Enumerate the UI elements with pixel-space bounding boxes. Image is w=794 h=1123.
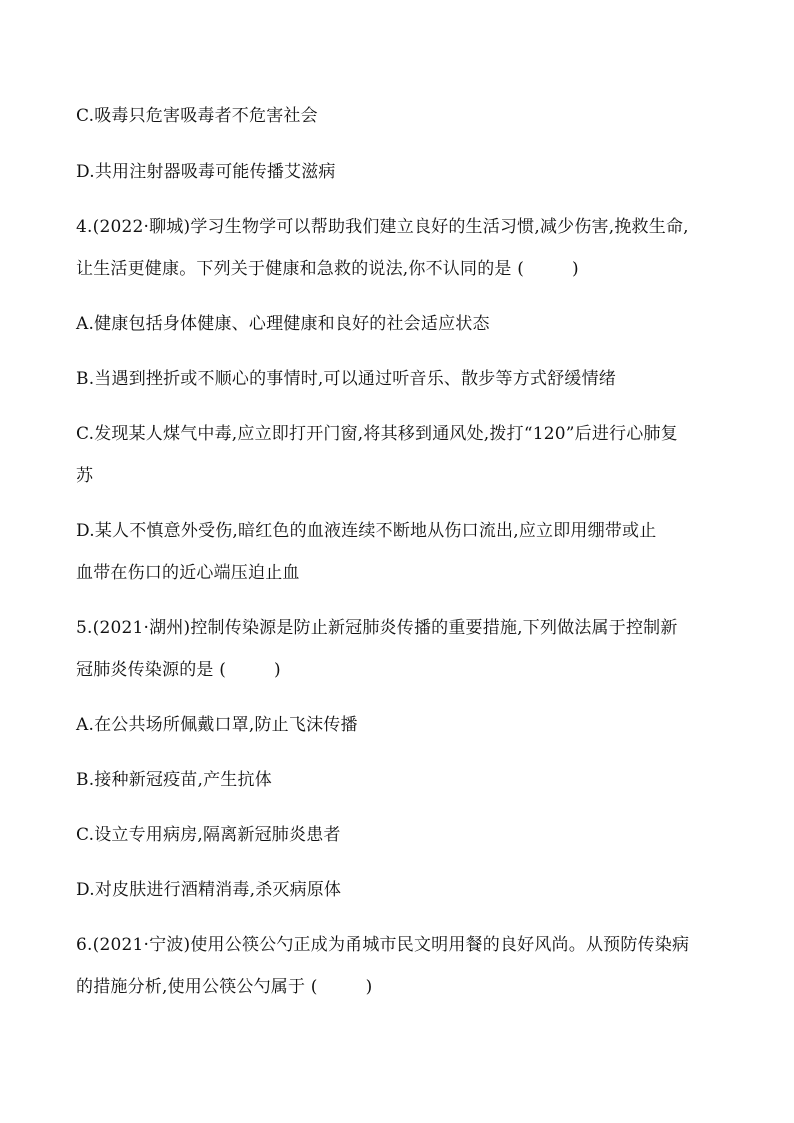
q5-stem-text: 冠肺炎传染源的是 ( xyxy=(76,660,227,680)
q5-option-a: A.在公共场所佩戴口罩,防止飞沫传播 xyxy=(76,715,358,735)
q5-close-paren: ) xyxy=(274,660,281,680)
q4-option-b: B.当遇到挫折或不顺心的事情时,可以通过听音乐、散步等方式舒缓情绪 xyxy=(76,369,616,389)
q5-option-b: B.接种新冠疫苗,产生抗体 xyxy=(76,770,272,790)
q4-option-c-line1: C.发现某人煤气中毒,应立即打开门窗,将其移到通风处,拨打“120”后进行心肺复 xyxy=(76,424,678,444)
q4-stem-text: 让生活更健康。下列关于健康和急救的说法,你不认同的是 ( xyxy=(76,259,525,279)
q6-stem-text: 的措施分析,使用公筷公勺属于 ( xyxy=(76,977,318,997)
q4-option-d-line2: 血带在伤口的近心端压迫止血 xyxy=(76,563,300,583)
q5-stem-line1: 5.(2021·湖州)控制传染源是防止新冠肺炎传播的重要措施,下列做法属于控制新 xyxy=(76,618,678,638)
q4-option-d-line1: D.某人不慎意外受伤,暗红色的血液连续不断地从伤口流出,应立即用绷带或止 xyxy=(76,521,657,541)
q4-stem-line2 xyxy=(76,258,726,280)
q4-stem-line1: 4.(2022·聊城)学习生物学可以帮助我们建立良好的生活习惯,减少伤害,挽救生命, xyxy=(76,217,689,237)
q5-stem-line2 xyxy=(76,659,726,681)
q3-option-d: D.共用注射器吸毒可能传播艾滋病 xyxy=(76,162,336,182)
q3-option-c: C.吸毒只危害吸毒者不危害社会 xyxy=(76,106,318,126)
q6-stem-line1: 6.(2021·宁波)使用公筷公勺正成为甬城市民文明用餐的良好风尚。从预防传染病 xyxy=(76,935,690,955)
q4-close-paren: ) xyxy=(572,259,579,279)
q5-option-c: C.设立专用病房,隔离新冠肺炎患者 xyxy=(76,825,341,845)
q6-close-paren: ) xyxy=(365,977,373,997)
q4-option-c-line2: 苏 xyxy=(76,466,94,486)
q6-stem-line2 xyxy=(76,976,726,998)
q5-option-d: D.对皮肤进行酒精消毒,杀灭病原体 xyxy=(76,880,342,900)
q4-option-a: A.健康包括身体健康、心理健康和良好的社会适应状态 xyxy=(76,314,490,334)
